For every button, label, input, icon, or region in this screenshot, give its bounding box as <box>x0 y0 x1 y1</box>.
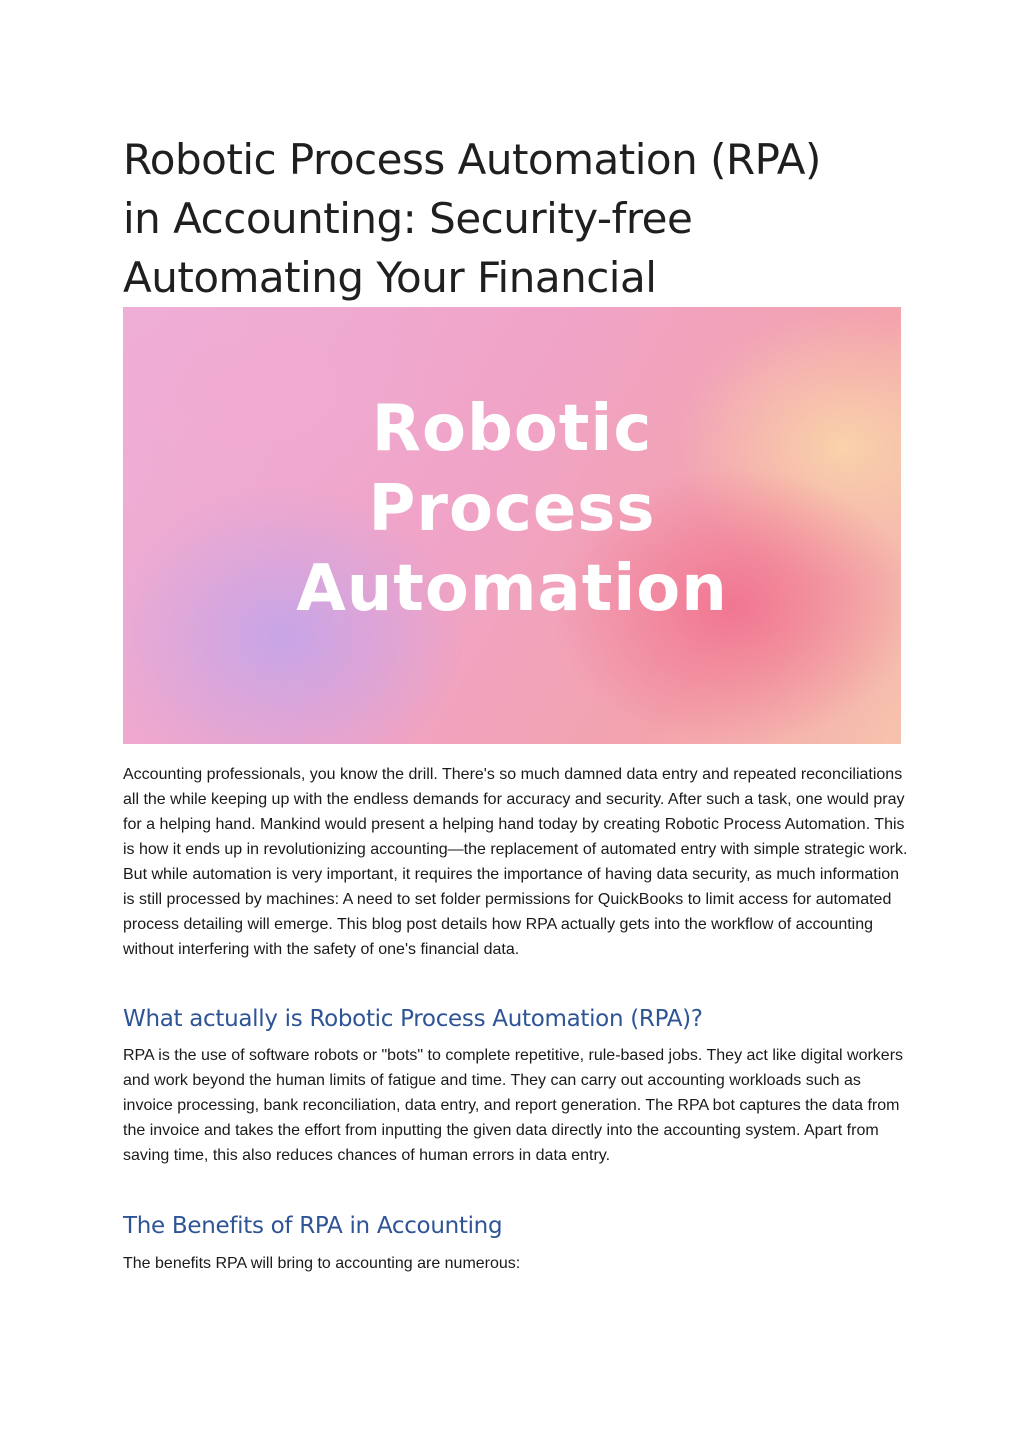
hero-image-text <box>123 389 901 629</box>
section-paragraph-what-is-rpa: RPA is the use of software robots or "bots" to complete repetitive, rule-based jobs. They act like digital workers and work beyond the human limits of fatigue and time. They can carry out accounting workloads such as invoice processing, bank reconciliation, data entry, and report generation. The RPA bot captures the data from the invoice and takes the effort from inputting the given data directly into the accounting system. Apart from saving time, this also reduces chances of human errors in data entry. <box>123 1047 904 1164</box>
title-line-1: Robotic Process Automation (RPA) <box>123 135 821 184</box>
section-heading-benefits: The Benefits of RPA in Accounting <box>123 1213 503 1239</box>
hero-line-2: Process <box>368 472 656 546</box>
hero-image <box>123 307 901 744</box>
document-title <box>123 130 903 307</box>
section-paragraph-benefits: The benefits RPA will bring to accounting are numerous: <box>123 1255 521 1272</box>
section-heading-what-is-rpa: What actually is Robotic Process Automation (RPA)? <box>123 1006 703 1032</box>
intro-paragraph: Accounting professionals, you know the drill. There's so much damned data entry and repeated reconciliations all the while keeping up with the endless demands for accuracy and security. After such a task, one would pray for a helping hand. Mankind would present a helping hand today by creating Robotic Process Automation. This is how it ends up in revolutionizing accounting—the replacement of automated entry with simple strategic work. But while automation is very important, it requires the importance of having data security, as much information is still processed by machines: A need to set folder permissions for QuickBooks to limit access for automated process detailing will emerge. This blog post details how RPA actually gets into the workflow of accounting without interfering with the safety of one's financial data. <box>123 766 908 958</box>
title-line-2: in Accounting: Security-free <box>123 194 693 243</box>
hero-line-1: Robotic <box>371 392 653 466</box>
hero-line-3: Automation <box>296 552 728 626</box>
title-line-3: Automating Your Financial <box>123 253 657 302</box>
